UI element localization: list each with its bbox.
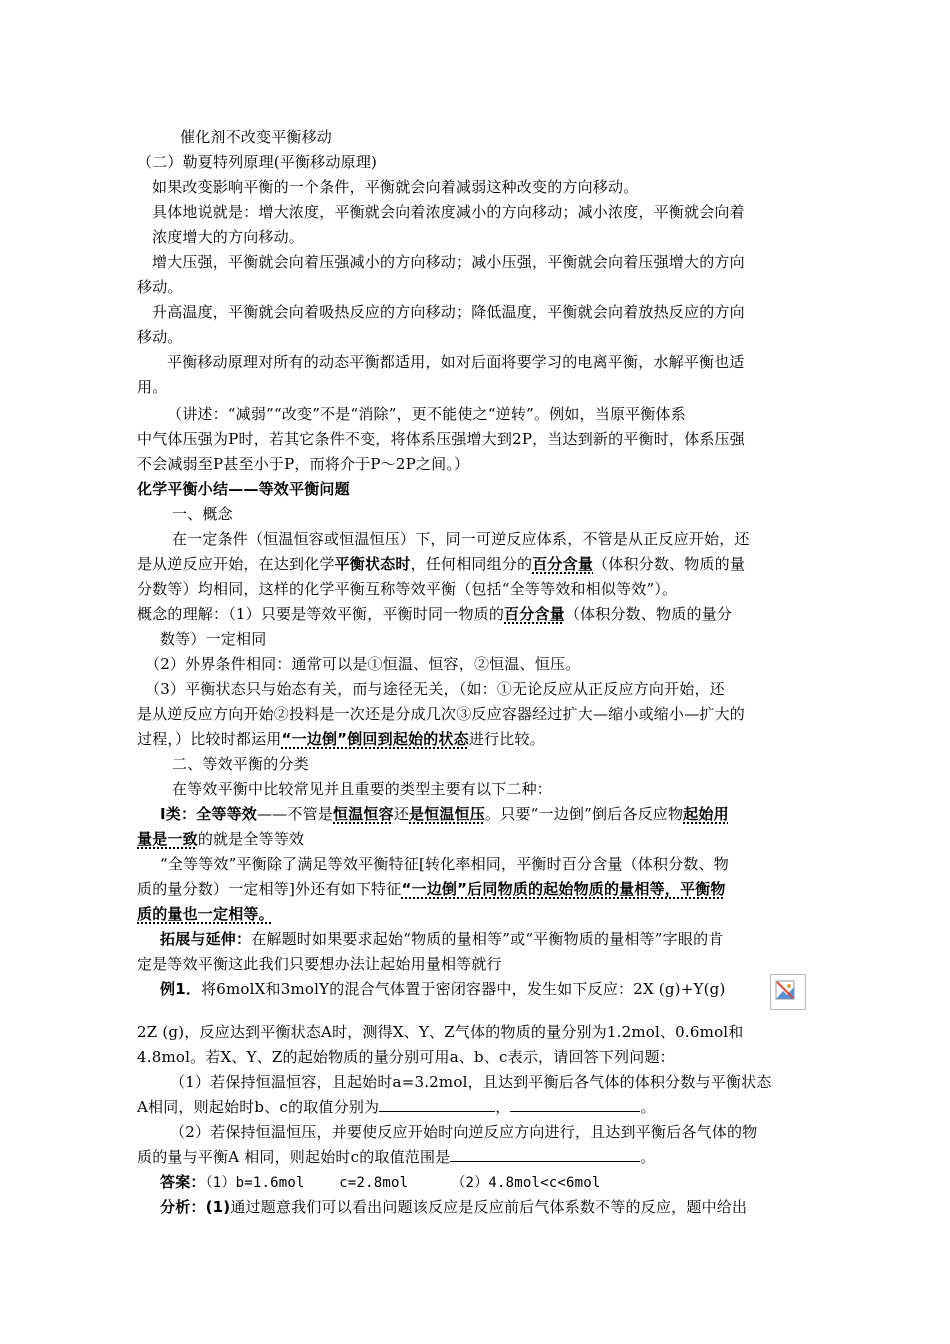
text-run: 的就是全等等效 xyxy=(197,830,305,848)
example-line: 4.8mol。若X、Y、Z的起始物质的量分别可用a、b、c表示，请回答下列问题： xyxy=(137,1048,675,1066)
emphasis-text: 恒温恒容 xyxy=(333,805,394,823)
paragraph-line: 不会减弱至P甚至小于P，而将介于P～2P之间。） xyxy=(137,455,470,473)
text-run: 质的量分数）一定相等]外还有如下特征 xyxy=(137,880,402,898)
text-run: 在解题时如果要求起始“物质的量相等”或“平衡物质的量相等”字眼的肯 xyxy=(251,930,724,948)
emphasis-text: 是恒温恒压 xyxy=(409,805,486,823)
paragraph-line: “全等等效”平衡除了满足等效平衡特征[转化率相同，平衡时百分含量（体积分数、物 xyxy=(160,855,729,873)
example-line: 2Z (g)，反应达到平衡状态A时，测得X、Y、Z气体的物质的量分别为1.2mol、0.6mol和 xyxy=(137,1023,744,1041)
paragraph-line: 如果改变影响平衡的一个条件，平衡就会向着减弱这种改变的方向移动。 xyxy=(152,178,639,196)
text-run: 是从逆反应开始，在达到化学 xyxy=(137,555,335,573)
paragraph-line xyxy=(160,804,729,824)
text-run: 。 xyxy=(640,1098,656,1116)
question-line: （2）若保持恒温恒压，并要使反应开始时向逆反应方向进行，且达到平衡后各气体的物 xyxy=(170,1123,758,1141)
text-run: 进行比较。 xyxy=(468,730,545,748)
text-run: 概念的理解：（1）只要是等效平衡，平衡时同一物质的 xyxy=(137,605,505,623)
question-line xyxy=(137,1097,656,1117)
paragraph-line xyxy=(137,879,726,899)
broken-image-icon xyxy=(771,975,805,1009)
text-run: A相同，则起始时b、c的取值分别为 xyxy=(137,1098,380,1116)
answer-blank-range[interactable] xyxy=(450,1147,640,1162)
text-run: （体积分数、物质的量 xyxy=(593,555,746,573)
text-run: 。 xyxy=(640,1148,656,1166)
paragraph-line: 升高温度，平衡就会向着吸热反应的方向移动；降低温度，平衡就会向着放热反应的方向 xyxy=(152,303,745,321)
paragraph-line: 移动。 xyxy=(137,328,183,346)
emphasis-text: 量是一致 xyxy=(137,830,198,848)
subsection-heading: 二、等效平衡的分类 xyxy=(172,755,309,773)
text-run: ，任何相同组分的 xyxy=(410,555,533,573)
example-line xyxy=(160,979,726,999)
subsection-heading: 一、概念 xyxy=(172,505,233,523)
paragraph-line: 移动。 xyxy=(137,278,183,296)
example-label: 例1． xyxy=(160,980,202,998)
text-run: ， xyxy=(495,1098,511,1116)
paragraph-line: （2）外界条件相同：通常可以是①恒温、恒容，②恒温、恒压。 xyxy=(145,655,581,673)
text-run: 还 xyxy=(393,805,410,823)
emphasis-text: 起始用 xyxy=(683,805,729,823)
paragraph-line xyxy=(160,929,723,949)
paragraph-line: 定是等效平衡这此我们只要想办法让起始用量相等就行 xyxy=(137,955,502,973)
paragraph-line xyxy=(137,829,304,849)
paragraph-line: （讲述：“减弱”“改变”不是“消除”，更不能使之“逆转”。例如，当原平衡体系 xyxy=(167,405,686,423)
bold-text: 拓展与延伸： xyxy=(160,930,252,948)
paragraph-line xyxy=(137,729,545,749)
emphasis-text: 百分含量 xyxy=(504,605,565,623)
analysis-line xyxy=(160,1197,747,1217)
emphasis-text: 百分含量 xyxy=(532,555,594,573)
paragraph-line xyxy=(137,604,732,624)
text-run: 。只要“一边倒”倒后各反应物 xyxy=(485,805,684,823)
answer-blank-c[interactable] xyxy=(510,1097,640,1112)
paragraph-line: 数等）一定相同 xyxy=(160,630,267,648)
paragraph-line xyxy=(137,554,745,574)
paragraph-line: 在一定条件（恒温恒容或恒温恒压）下，同一可逆反应体系，不管是从正反应开始，还 xyxy=(172,530,750,548)
answer-line xyxy=(160,1172,601,1193)
question-line xyxy=(137,1147,656,1167)
bold-text: (1) xyxy=(205,1198,231,1216)
bold-text: I类：全等等效 xyxy=(160,805,257,823)
paragraph-line: 用。 xyxy=(137,378,168,396)
analysis-label: 分析： xyxy=(160,1198,206,1216)
answer-blank-b[interactable] xyxy=(379,1097,495,1112)
text-run: 通过题意我们可以看出问题该反应是反应前后气体系数不等的反应，题中给出 xyxy=(230,1198,748,1216)
paragraph-line: 中气体压强为P时，若其它条件不变，将体系压强增大到2P，当达到新的平衡时，体系压强 xyxy=(137,430,745,448)
text-run: （体积分数、物质的量分 xyxy=(564,605,733,623)
paragraph-line xyxy=(137,904,274,924)
paragraph-line: 是从逆反应方向开始②投料是一次还是分成几次③反应容器经过扩大—缩小或缩小—扩大的 xyxy=(137,705,746,723)
paragraph-line: 分数等）均相同，这样的化学平衡互称等效平衡（包括“全等等效和相似等效”）。 xyxy=(137,580,678,598)
paragraph-line: 具体地说就是：增大浓度，平衡就会向着浓度减小的方向移动；减小浓度，平衡就会向着 xyxy=(152,203,745,221)
text-run: ——不管是 xyxy=(256,805,333,823)
text-run: 质的量与平衡A 相同，则起始时c的取值范围是 xyxy=(137,1148,451,1166)
paragraph-line: 催化剂不改变平衡移动 xyxy=(180,128,333,146)
text-run: 将6molX和3molY的混合气体置于密闭容器中，发生如下反应：2X (g)+Y(g) xyxy=(201,980,726,998)
bold-text: 平衡状态时 xyxy=(334,555,411,573)
paragraph-line: 平衡移动原理对所有的动态平衡都适用，如对后面将要学习的电离平衡，水解平衡也适 xyxy=(167,353,745,371)
equilibrium-arrow-image-icon xyxy=(770,974,806,1010)
text-run: 过程，）比较时都运用 xyxy=(137,730,282,748)
emphasis-text: 质的量也一定相等。 xyxy=(137,905,274,923)
paragraph-line: 浓度增大的方向移动。 xyxy=(152,228,305,246)
emphasis-text: “一边倒”后同物质的起始物质的量相等，平衡物 xyxy=(401,880,726,898)
answer-text: （1）b=1.6mol c=2.8mol （2）4.8mol<c<6mol xyxy=(205,1175,601,1191)
answer-label: 答案： xyxy=(160,1173,206,1191)
section-title: 化学平衡小结——等效平衡问题 xyxy=(137,480,350,498)
paragraph-line: 增大压强，平衡就会向着压强减小的方向移动；减小压强，平衡就会向着压强增大的方向 xyxy=(152,253,745,271)
paragraph-line: 在等效平衡中比较常见并且重要的类型主要有以下二种： xyxy=(172,780,553,798)
question-line: （1）若保持恒温恒容，且起始时a=3.2mol，且达到平衡后各气体的体积分数与平衡状态 xyxy=(170,1073,772,1091)
section-heading: （二）勒夏特列原理(平衡移动原理) xyxy=(137,153,378,171)
paragraph-line: （3）平衡状态只与始态有关，而与途径无关，（如：①无论反应从正反应方向开始，还 xyxy=(145,680,725,698)
emphasis-text: “一边倒”倒回到起始的状态 xyxy=(281,730,469,748)
